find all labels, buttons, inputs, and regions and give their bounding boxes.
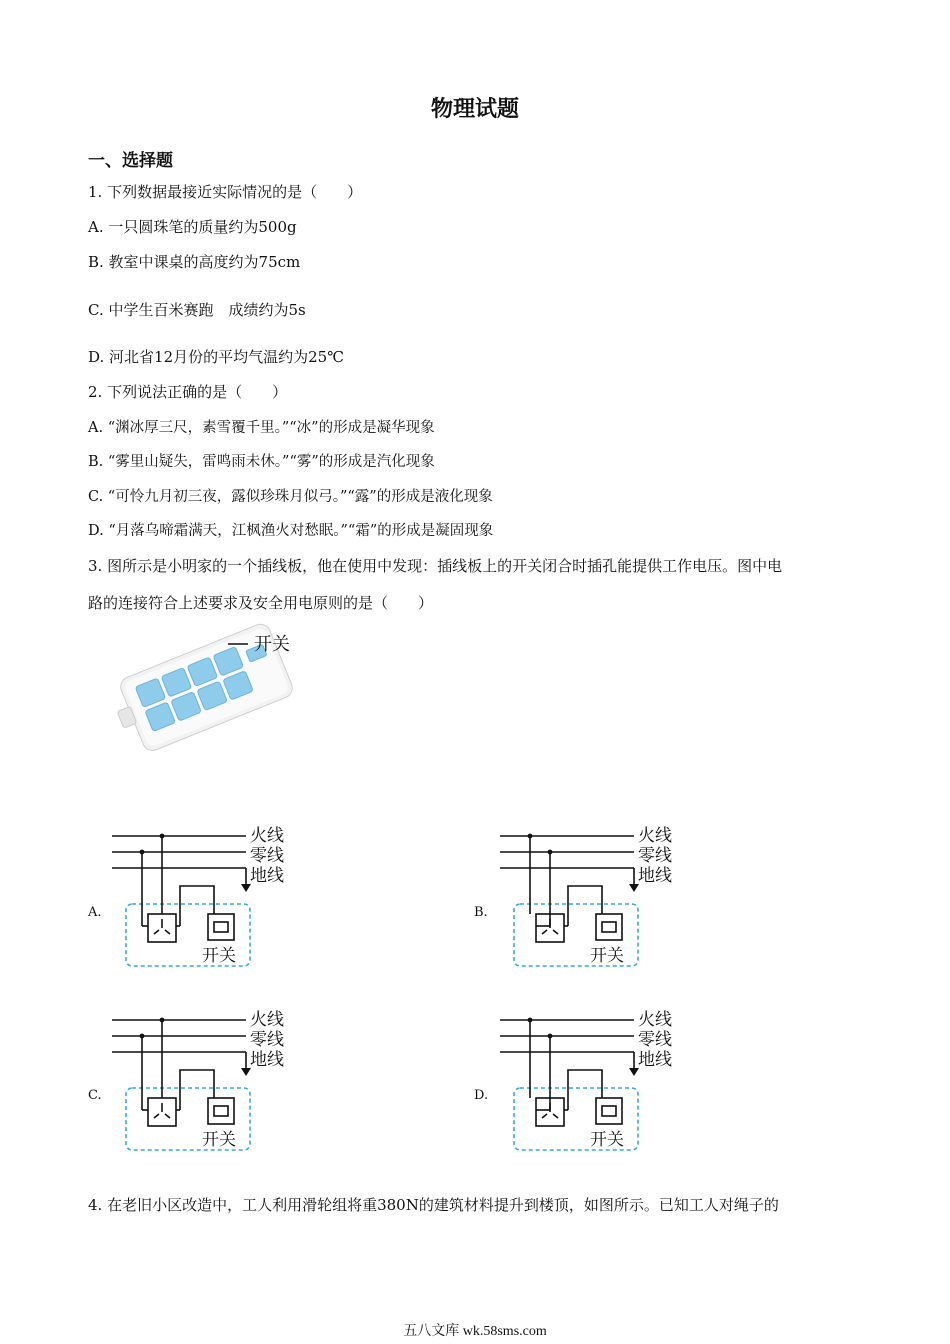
link: [180, 1070, 214, 1110]
switch: [208, 914, 234, 940]
socket-pin: [553, 1114, 558, 1118]
junction: [548, 850, 553, 855]
socket-pin: [154, 1114, 159, 1118]
link: [568, 1070, 602, 1110]
wire-label: 火线: [638, 1010, 672, 1030]
question-1-stem: 1. 下列数据最接近实际情况的是（ ）: [88, 183, 363, 201]
question-1-option-a: A. 一只圆珠笔的质量约为500g: [88, 218, 297, 236]
question-2-option-b: B. “雾里山疑失，雷鸣雨未休。”“雾”的形成是汽化现象: [88, 454, 435, 470]
switch-label: 开关: [590, 946, 624, 966]
link: [180, 886, 214, 926]
wire-label: 火线: [638, 826, 672, 846]
junction: [528, 1018, 533, 1023]
switch: [208, 1098, 234, 1124]
option-d-label: D.: [474, 1088, 489, 1103]
question-1-option-c: C. 中学生百米赛跑 成绩约为5s: [88, 301, 306, 319]
junction: [548, 1034, 553, 1039]
junction: [160, 1018, 165, 1023]
socket-pin: [542, 930, 547, 934]
section-heading: 一、选择题: [88, 151, 173, 171]
question-4-stem: 4. 在老旧小区改造中，工人利用滑轮组将重380N的建筑材料提升到楼顶，如图所示。已知工人对绳子的: [88, 1196, 779, 1214]
wire-label: 零线: [250, 1030, 284, 1050]
switch: [596, 1098, 622, 1124]
switch-rocker: [602, 922, 616, 932]
link: [568, 886, 602, 926]
circuit-c: [110, 1006, 310, 1158]
socket-pin: [553, 930, 558, 934]
switch: [596, 914, 622, 940]
footer-watermark: 五八文库 wk.58sms.com: [403, 1324, 547, 1339]
junction: [140, 850, 145, 855]
question-3-stem-line2: 路的连接符合上述要求及安全用电原则的是（ ）: [88, 594, 434, 612]
circuit-d: [498, 1006, 698, 1158]
socket-pin: [542, 1114, 547, 1118]
option-b-label: B.: [474, 905, 488, 920]
switch-label: 开关: [202, 946, 236, 966]
junction: [160, 834, 165, 839]
junction: [528, 834, 533, 839]
option-c-label: C.: [88, 1088, 102, 1103]
switch-label: 开关: [254, 634, 290, 655]
socket-pin: [165, 1114, 170, 1118]
wire-label: 火线: [250, 1010, 284, 1030]
question-2-stem: 2. 下列说法正确的是（ ）: [88, 383, 288, 401]
wire-label: 零线: [638, 846, 672, 866]
wire-label: 地线: [638, 1050, 672, 1070]
question-1-option-b: B. 教室中课桌的高度约为75cm: [88, 253, 301, 271]
wire-label: 零线: [250, 846, 284, 866]
switch-rocker: [214, 1106, 228, 1116]
question-1-option-d: D. 河北省12月份的平均气温约为25℃: [88, 348, 344, 366]
wire-label: 地线: [250, 1050, 284, 1070]
option-a-label: A.: [88, 905, 102, 920]
switch-label: 开关: [202, 1130, 236, 1150]
wire-label: 火线: [250, 826, 284, 846]
page-title: 物理试题: [430, 96, 519, 122]
wire-label: 地线: [638, 866, 672, 886]
switch-label: 开关: [590, 1130, 624, 1150]
circuit-b: [498, 822, 698, 974]
switch-rocker: [602, 1106, 616, 1116]
question-2-option-a: A. “渊冰厚三尺，素雪覆千里。”“冰”的形成是凝华现象: [88, 420, 435, 436]
wire-label: 零线: [638, 1030, 672, 1050]
socket-pin: [165, 930, 170, 934]
junction: [140, 1034, 145, 1039]
socket-pin: [154, 930, 159, 934]
power-strip-figure: [108, 622, 308, 752]
question-2-option-d: D. “月落乌啼霜满天，江枫渔火对愁眠。”“霜”的形成是凝固现象: [88, 523, 494, 539]
switch-rocker: [214, 922, 228, 932]
question-3-stem-line1: 3. 图所示是小明家的一个插线板，他在使用中发现：插线板上的开关闭合时插孔能提供工作电压。图中电: [88, 557, 783, 575]
question-2-option-c: C. “可怜九月初三夜，露似珍珠月似弓。”“露”的形成是液化现象: [88, 489, 493, 505]
wire-label: 地线: [250, 866, 284, 886]
circuit-a: [110, 822, 310, 974]
